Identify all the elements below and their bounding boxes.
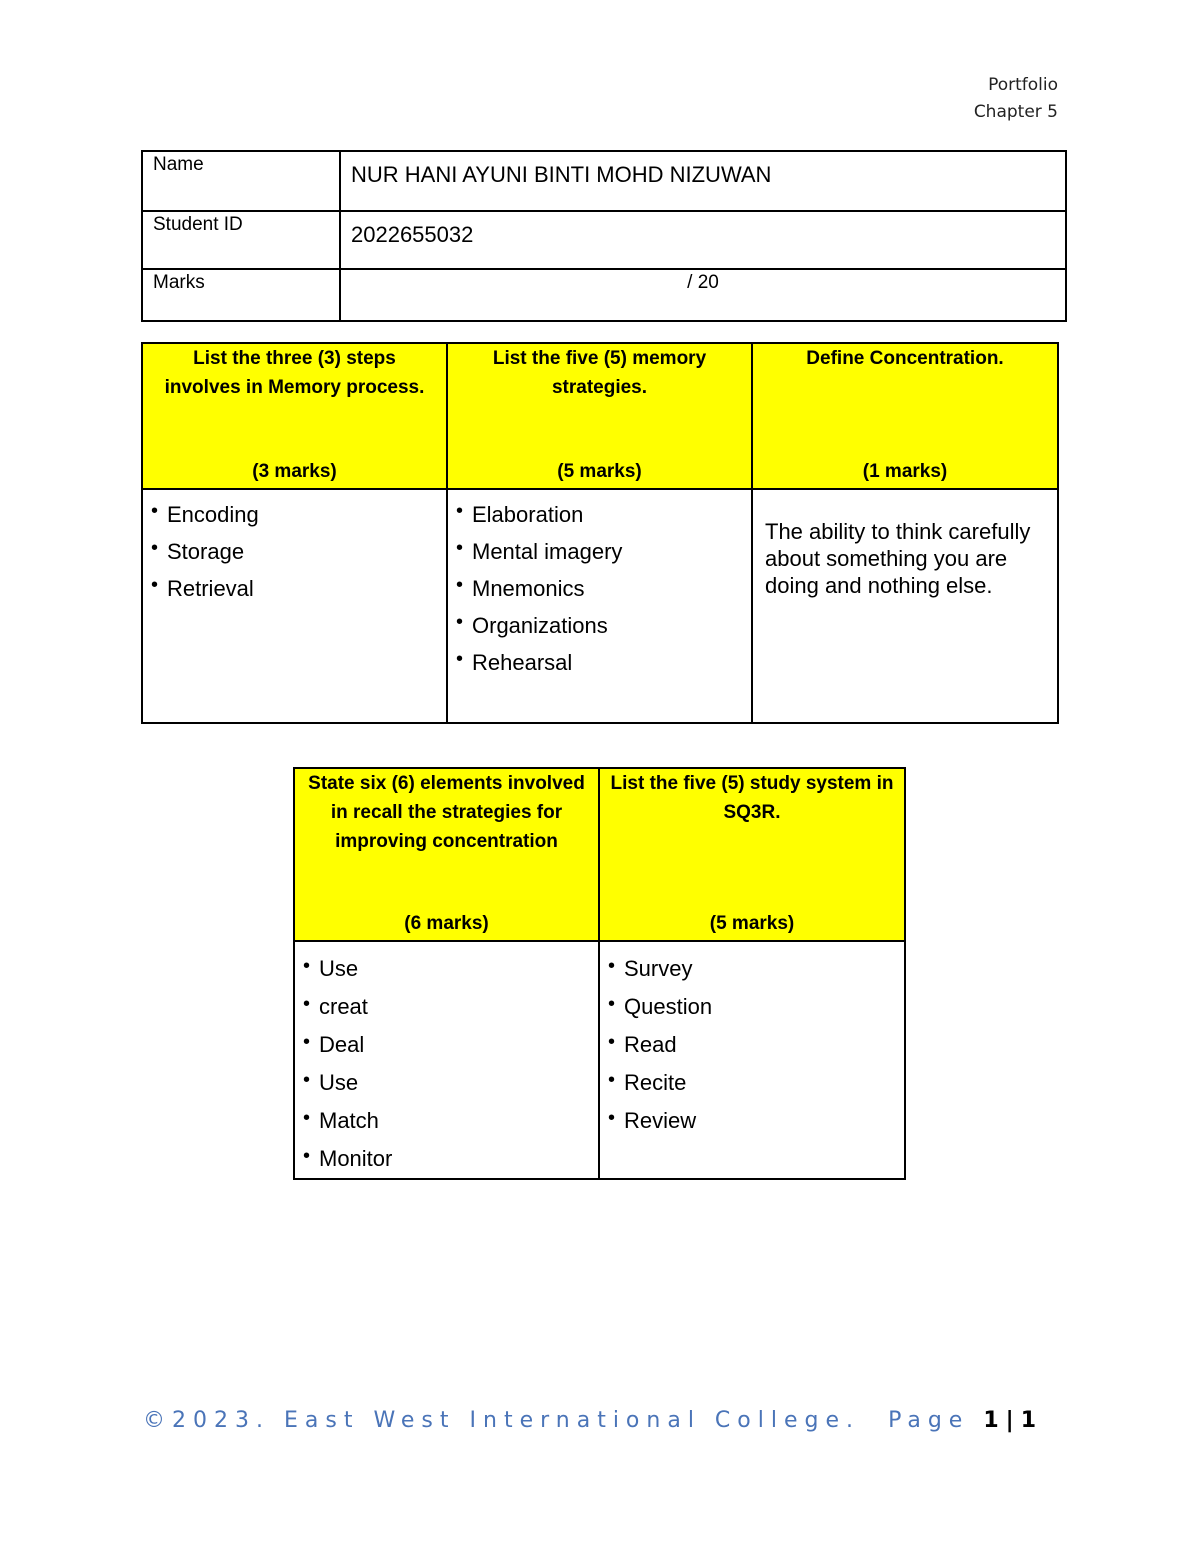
question-marks: (6 marks) — [404, 913, 489, 934]
list-item: • Mental imagery — [448, 533, 751, 570]
list-item: • creat — [295, 988, 598, 1026]
list-item: • Use — [295, 1064, 598, 1102]
question-recall-elements — [294, 768, 599, 941]
list-item: • Rehearsal — [448, 644, 751, 681]
question-sq3r — [599, 768, 905, 941]
question-header-row — [142, 343, 1058, 489]
name-label: Name — [142, 151, 340, 211]
question-text: Define Concentration. — [806, 348, 1004, 369]
student-id-label: Student ID — [142, 211, 340, 269]
list-item: • Elaboration — [448, 496, 751, 533]
question-memory-process — [142, 343, 447, 489]
list-item: • Read — [600, 1026, 904, 1064]
question-marks: (1 marks) — [862, 461, 948, 482]
definition-text: The ability to think carefully about something you are doing and nothing else. — [765, 519, 1031, 598]
question-define-concentration — [752, 343, 1058, 489]
list-item: • Deal — [295, 1026, 598, 1064]
student-info-table — [141, 150, 1067, 322]
header-portfolio: Portfolio — [988, 75, 1058, 95]
list-item: • Monitor — [295, 1140, 598, 1178]
student-id-row — [142, 211, 1066, 269]
list-item: • Encoding — [143, 496, 446, 533]
marks-row — [142, 269, 1066, 321]
answer-memory-strategies — [447, 489, 752, 723]
question-header-row — [294, 768, 905, 941]
list-item: • Mnemonics — [448, 570, 751, 607]
page-total: 1 — [1020, 1408, 1043, 1433]
name-value: NUR HANI AYUNI BINTI MOHD NIZUWAN — [340, 151, 1066, 211]
question-marks: (3 marks) — [252, 461, 337, 482]
answer-row — [142, 489, 1058, 723]
page-label: Page — [888, 1408, 970, 1433]
answer-list — [448, 490, 751, 681]
page-footer — [143, 1408, 1043, 1433]
question-text: State six (6) elements involved in recall the strategies for improving concentration — [308, 773, 585, 852]
page-indicator — [888, 1408, 1043, 1433]
marks-value: / 20 — [340, 269, 1066, 321]
question-marks: (5 marks) — [709, 913, 795, 934]
list-item: • Organizations — [448, 607, 751, 644]
question-text: List the five (5) memory strategies. — [492, 348, 707, 398]
list-item: • Match — [295, 1102, 598, 1140]
student-id-value: 2022655032 — [340, 211, 1066, 269]
questions-table-2 — [293, 767, 906, 1180]
page-separator: | — [1005, 1408, 1021, 1433]
answer-list — [600, 942, 904, 1140]
list-item: • Question — [600, 988, 904, 1026]
question-text: List the three (3) steps involves in Memory process. — [164, 348, 425, 398]
page-header — [974, 72, 1058, 126]
question-text: List the five (5) study system in SQ3R. — [610, 773, 894, 823]
list-item: • Storage — [143, 533, 446, 570]
list-item: • Survey — [600, 950, 904, 988]
list-item: • Use — [295, 950, 598, 988]
answer-memory-process — [142, 489, 447, 723]
list-item: • Recite — [600, 1064, 904, 1102]
answer-list — [143, 490, 446, 607]
list-item: • Review — [600, 1102, 904, 1140]
answer-sq3r — [599, 941, 905, 1179]
answer-recall-elements — [294, 941, 599, 1179]
marks-label: Marks — [142, 269, 340, 321]
answer-row — [294, 941, 905, 1179]
answer-list — [295, 942, 598, 1178]
list-item: • Retrieval — [143, 570, 446, 607]
question-marks: (5 marks) — [557, 461, 642, 482]
page-number: 1 — [983, 1408, 1006, 1433]
question-memory-strategies — [447, 343, 752, 489]
answer-define-concentration — [752, 489, 1058, 723]
name-row — [142, 151, 1066, 211]
header-chapter: Chapter 5 — [973, 102, 1058, 122]
questions-table-1 — [141, 342, 1059, 724]
footer-copyright: ©2023. East West International College. — [143, 1408, 860, 1433]
